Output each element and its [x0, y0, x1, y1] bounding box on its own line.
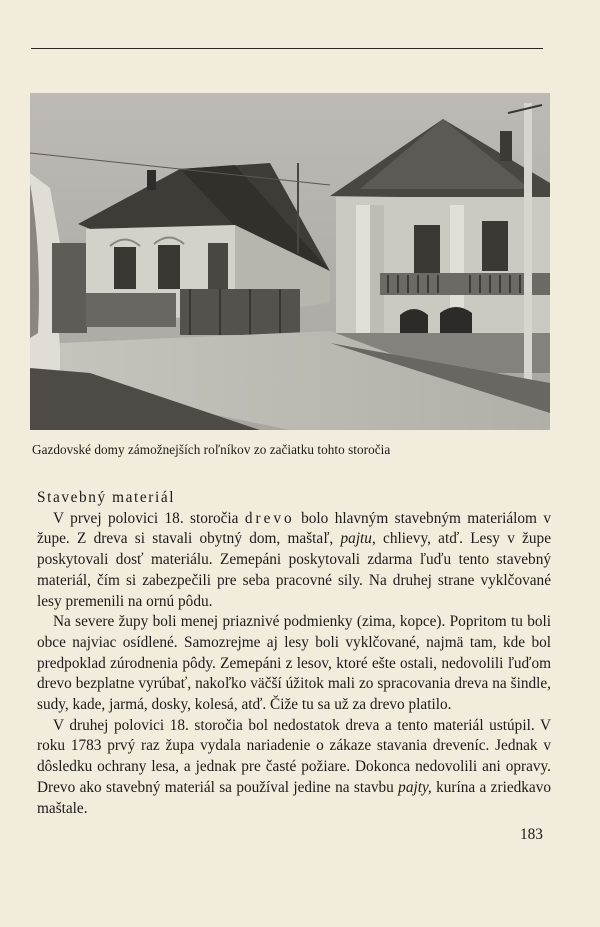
paragraph-1	[37, 509, 551, 613]
body-text	[37, 488, 551, 819]
text-run: kurína a zriedkavo maštale.	[37, 778, 551, 817]
text-run: chlievy, atď. Lesy v župe poskytovali dosť materiálu. Zemepáni poskytovali zdarma ľuďu tento stavebný materiál, čím si zabezpečili pre seba pracovné sily. Na druhej strane vyklčované lesy premenili na ornú pôdu.	[37, 530, 551, 610]
photo-village-houses	[30, 93, 550, 430]
photo-caption: Gazdovské domy zámožnejších roľníkov zo začiatku tohto storočia	[32, 442, 391, 457]
section-heading: Stavebný materiál	[37, 489, 176, 506]
text-run: Na severe župy boli menej priaznivé podmienky (zima, kopce). Popritom tu boli obce najviac osídlené. Samozrejme aj lesy boli vyklčované, najmä tam, kde bol predpoklad zúrodnenia pôdy. Zemepáni z lesov, ktoré ešte ostali, nedovolili ľuďom drevo bezplatne vyrúbať, nakoľko väčší úžitok mali zo spracovania dreva na šindle, sudy, kade, jarmá, dosky, kolesá, atď. Čiže tu sa už za drevo platilo.	[37, 613, 551, 714]
paragraph-2	[37, 612, 551, 716]
page-number: 183	[520, 826, 543, 843]
text-run: V prvej polovici 18. storočia	[53, 509, 245, 527]
paragraph-3	[37, 716, 551, 820]
text-run: pajtu,	[340, 530, 376, 548]
header-rule	[31, 48, 543, 49]
text-run: pajty,	[398, 778, 432, 796]
text-run: drevo	[244, 509, 295, 527]
text-run: bolo hlavným stavebným materiálom v župe. Z dreva si stavali obytný dom, maštaľ,	[37, 509, 551, 548]
text-run: V druhej polovici 18. storočia bol nedostatok dreva a tento materiál ustúpil. V roku 1783 prvý raz župa vydala nariadenie o zákaze stavania dreveníc. Jednak v dôsledku ochrany lesa, a jednak pre časté požiare. Dokonca nedovolili ani opravy. Drevo ako stavebný materiál sa používal jedine na stavbu	[37, 716, 551, 796]
